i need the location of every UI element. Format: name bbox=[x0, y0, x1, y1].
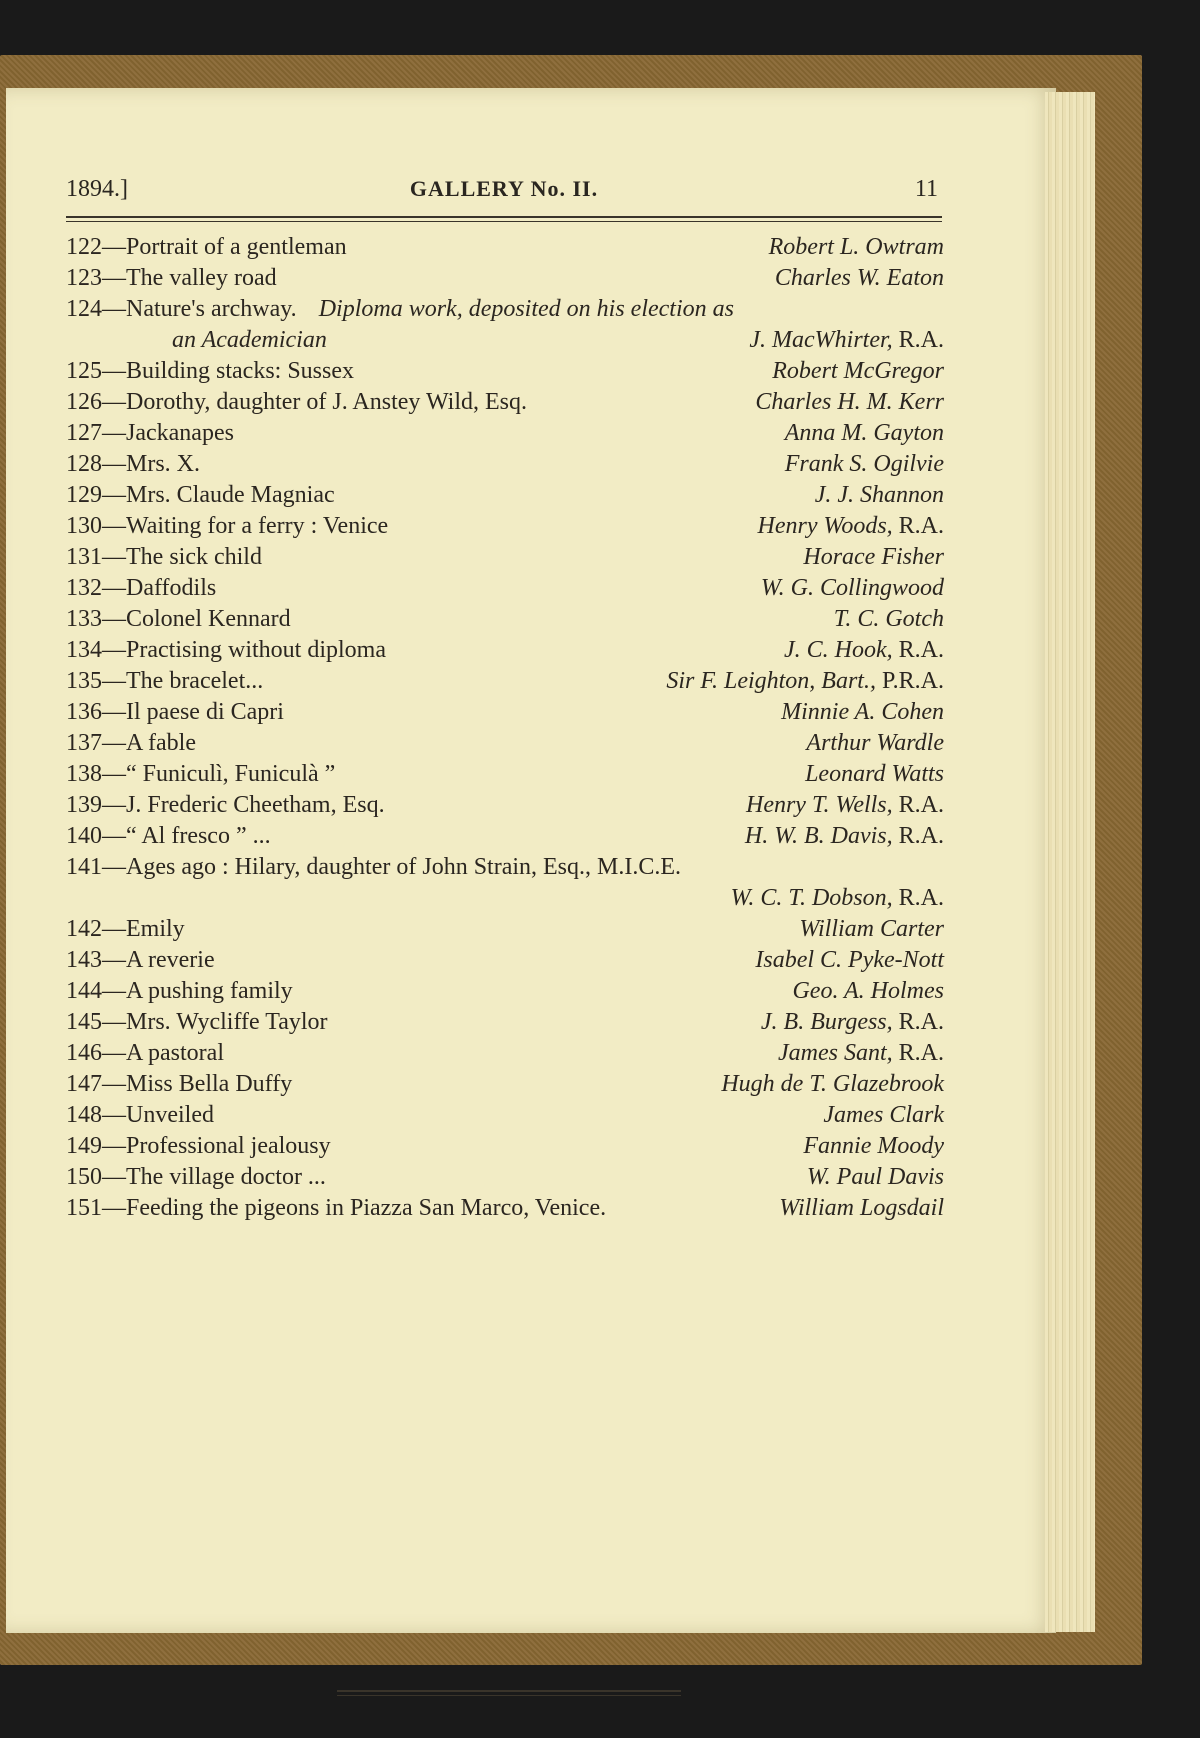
entry-title bbox=[66, 976, 293, 1007]
entry-number: 138 bbox=[66, 761, 102, 787]
entry-artist bbox=[761, 1007, 944, 1038]
entry-title-text: —Portrait of a gentleman bbox=[102, 234, 347, 260]
entry-title bbox=[66, 1131, 331, 1162]
entry-title bbox=[66, 1007, 328, 1038]
entry-number: 132 bbox=[66, 575, 102, 601]
entry-title bbox=[66, 511, 388, 542]
entry-title-text: —The sick child bbox=[102, 544, 262, 570]
entry-number: 145 bbox=[66, 1009, 102, 1035]
entry-title bbox=[66, 697, 284, 728]
entry-number: 137 bbox=[66, 730, 102, 756]
artist-name: Arthur Wardle bbox=[806, 730, 944, 756]
entry-number: 133 bbox=[66, 606, 102, 632]
entry-number: 125 bbox=[66, 358, 102, 384]
entry-artist bbox=[731, 883, 944, 914]
entry-title-text: —Unveiled bbox=[102, 1102, 214, 1128]
catalogue-entry bbox=[66, 294, 944, 325]
entry-note: Diploma work, deposited on his election as bbox=[318, 296, 734, 322]
entry-title bbox=[66, 635, 386, 666]
catalogue-entry bbox=[66, 821, 944, 852]
entry-title-text: —Daffodils bbox=[102, 575, 217, 601]
artist-name: William Logsdail bbox=[779, 1195, 944, 1221]
entry-artist bbox=[749, 325, 944, 356]
entry-artist bbox=[806, 728, 944, 759]
catalogue-entry bbox=[66, 480, 944, 511]
catalogue-entry bbox=[66, 573, 944, 604]
entry-number: 123 bbox=[66, 265, 102, 291]
header-title: GALLERY No. II. bbox=[409, 176, 599, 201]
artist-name: Frank S. Ogilvie bbox=[784, 451, 944, 477]
entry-number: 146 bbox=[66, 1040, 102, 1066]
entry-title-text: —Il paese di Capri bbox=[102, 699, 284, 725]
entry-number: 151 bbox=[66, 1195, 102, 1221]
entry-title bbox=[66, 294, 734, 325]
entry-title-text: —The village doctor ... bbox=[102, 1164, 326, 1190]
catalogue-entry bbox=[66, 418, 944, 449]
entry-title bbox=[66, 263, 277, 294]
entry-number: 144 bbox=[66, 978, 102, 1004]
entry-title-text: —J. Frederic Cheetham, Esq. bbox=[102, 792, 385, 818]
entry-artist bbox=[755, 945, 944, 976]
entry-artist bbox=[761, 573, 944, 604]
entry-artist bbox=[792, 976, 944, 1007]
entry-title bbox=[66, 418, 234, 449]
artist-name: James Clark bbox=[823, 1102, 944, 1128]
entry-artist bbox=[803, 542, 944, 573]
entry-artist bbox=[772, 356, 944, 387]
entry-title-text: —Miss Bella Duffy bbox=[102, 1071, 293, 1097]
catalogue-entry bbox=[66, 914, 944, 945]
entry-title-text: —A pushing family bbox=[102, 978, 293, 1004]
entry-artist bbox=[799, 914, 944, 945]
catalogue-entry bbox=[66, 759, 944, 790]
entry-title bbox=[66, 232, 347, 263]
entry-title-text: —Mrs. Wycliffe Taylor bbox=[102, 1009, 328, 1035]
artist-name: H. W. B. Davis, bbox=[744, 823, 893, 849]
entry-artist bbox=[805, 759, 944, 790]
entry-number: 141 bbox=[66, 854, 102, 880]
entry-title bbox=[66, 542, 262, 573]
catalogue-entry bbox=[66, 1193, 944, 1224]
catalogue-entry bbox=[66, 945, 944, 976]
entry-number: 122 bbox=[66, 234, 102, 260]
artist-honours: R.A. bbox=[892, 1040, 944, 1066]
entry-title-text: —A reverie bbox=[102, 947, 215, 973]
entry-title bbox=[66, 759, 335, 790]
artist-honours: R.A. bbox=[892, 823, 944, 849]
entry-number: 130 bbox=[66, 513, 102, 539]
artist-name: W. C. T. Dobson, bbox=[730, 885, 893, 911]
entry-number: 124 bbox=[66, 296, 102, 322]
entry-title-text: —A fable bbox=[102, 730, 196, 756]
entry-artist bbox=[807, 1162, 944, 1193]
entry-title-text: —Jackanapes bbox=[102, 420, 234, 446]
catalogue-entry bbox=[66, 883, 944, 914]
artist-name: Robert L. Owtram bbox=[768, 234, 944, 260]
entry-title bbox=[66, 666, 263, 697]
artist-name: Minnie A. Cohen bbox=[781, 699, 944, 725]
entry-artist bbox=[758, 511, 944, 542]
artist-honours: R.A. bbox=[892, 513, 944, 539]
entry-title-text: —Mrs. Claude Magniac bbox=[102, 482, 335, 508]
entry-continuation: an Academician bbox=[172, 327, 327, 353]
entry-number: 135 bbox=[66, 668, 102, 694]
entry-title bbox=[66, 573, 216, 604]
entry-title-text: —“ Al fresco ” ... bbox=[102, 823, 271, 849]
entry-artist bbox=[815, 480, 944, 511]
entry-artist bbox=[721, 1069, 944, 1100]
catalogue-entry bbox=[66, 325, 944, 356]
entry-number: 140 bbox=[66, 823, 102, 849]
header-page-number: 11 bbox=[914, 176, 938, 202]
catalogue-entry bbox=[66, 449, 944, 480]
entry-title-text: —Dorothy, daughter of J. Anstey Wild, Esq. bbox=[102, 389, 527, 415]
artist-honours: R.A. bbox=[892, 792, 944, 818]
entry-artist bbox=[745, 821, 944, 852]
catalogue-entry bbox=[66, 1131, 944, 1162]
catalogue-entry bbox=[66, 697, 944, 728]
entry-title bbox=[66, 790, 385, 821]
artist-name: James Sant, bbox=[778, 1040, 893, 1066]
entry-title bbox=[66, 480, 335, 511]
catalogue-entry bbox=[66, 976, 944, 1007]
entry-artist bbox=[785, 449, 944, 480]
entry-title-text: —Feeding the pigeons in Piazza San Marco, Venice. bbox=[102, 1195, 607, 1221]
entry-artist bbox=[781, 697, 944, 728]
entry-title bbox=[66, 852, 681, 883]
entry-title-text: —Mrs. X. bbox=[102, 451, 201, 477]
artist-name: Isabel C. Pyke-Nott bbox=[755, 947, 944, 973]
end-rule-thin bbox=[337, 1695, 681, 1696]
catalogue-entry bbox=[66, 604, 944, 635]
artist-name: Fannie Moody bbox=[803, 1133, 944, 1159]
artist-honours: R.A. bbox=[892, 885, 944, 911]
entry-title bbox=[66, 449, 200, 480]
catalogue-entry bbox=[66, 790, 944, 821]
artist-name: J. MacWhirter, bbox=[749, 327, 893, 353]
entry-number: 150 bbox=[66, 1164, 102, 1190]
catalogue-entry bbox=[66, 1038, 944, 1069]
entry-artist bbox=[834, 604, 944, 635]
artist-name: Geo. A. Holmes bbox=[792, 978, 944, 1004]
entry-artist bbox=[769, 232, 944, 263]
artist-name: Henry Woods, bbox=[757, 513, 893, 539]
entry-title bbox=[66, 1100, 214, 1131]
entry-title bbox=[66, 914, 185, 945]
entry-number: 149 bbox=[66, 1133, 102, 1159]
catalogue-entry bbox=[66, 356, 944, 387]
artist-honours: R.A. bbox=[892, 1009, 944, 1035]
entry-artist bbox=[823, 1100, 944, 1131]
artist-name: Hugh de T. Glazebrook bbox=[721, 1071, 944, 1097]
entry-number: 148 bbox=[66, 1102, 102, 1128]
artist-name: Anna M. Gayton bbox=[784, 420, 944, 446]
entry-artist bbox=[775, 263, 944, 294]
entry-number: 129 bbox=[66, 482, 102, 508]
artist-name: T. C. Gotch bbox=[833, 606, 944, 632]
entry-number: 128 bbox=[66, 451, 102, 477]
entry-title-text: —Professional jealousy bbox=[102, 1133, 331, 1159]
entry-number: 131 bbox=[66, 544, 102, 570]
entry-title-text: —Ages ago : Hilary, daughter of John Strain, Esq., M.I.C.E. bbox=[102, 854, 682, 880]
entry-title bbox=[66, 728, 196, 759]
header-rule-thin bbox=[66, 221, 942, 222]
entry-title-text: —The bracelet... bbox=[102, 668, 264, 694]
artist-name: Sir F. Leighton, Bart., bbox=[666, 668, 876, 694]
entry-title bbox=[66, 945, 215, 976]
entry-title bbox=[66, 1193, 606, 1224]
catalogue-entry bbox=[66, 666, 944, 697]
header-year: 1894.] bbox=[66, 176, 128, 202]
artist-name: Henry T. Wells, bbox=[745, 792, 893, 818]
entry-number: 126 bbox=[66, 389, 102, 415]
entry-title-text: —Colonel Kennard bbox=[102, 606, 291, 632]
artist-honours: R.A. bbox=[892, 327, 944, 353]
catalogue-entry bbox=[66, 852, 944, 883]
artist-name: Charles H. M. Kerr bbox=[755, 389, 944, 415]
catalogue-entry bbox=[66, 263, 944, 294]
entry-artist bbox=[778, 1038, 944, 1069]
catalogue-entry bbox=[66, 1100, 944, 1131]
catalogue-entry bbox=[66, 1162, 944, 1193]
artist-name: J. C. Hook, bbox=[784, 637, 893, 663]
entry-title bbox=[66, 1038, 224, 1069]
artist-name: J. J. Shannon bbox=[814, 482, 944, 508]
entry-title bbox=[66, 821, 271, 852]
entry-title-text: —Waiting for a ferry : Venice bbox=[102, 513, 389, 539]
entry-title-text: —Practising without diploma bbox=[102, 637, 386, 663]
entry-title bbox=[66, 1069, 292, 1100]
catalogue-entries bbox=[66, 232, 944, 1224]
entry-artist bbox=[803, 1131, 944, 1162]
entry-artist bbox=[746, 790, 944, 821]
entry-title-text: —The valley road bbox=[102, 265, 277, 291]
page-header bbox=[66, 176, 942, 210]
entry-title bbox=[66, 356, 354, 387]
entry-artist bbox=[784, 635, 944, 666]
page-edges bbox=[1045, 92, 1095, 1632]
entry-number: 147 bbox=[66, 1071, 102, 1097]
catalogue-entry bbox=[66, 728, 944, 759]
entry-title bbox=[66, 604, 291, 635]
entry-number: 127 bbox=[66, 420, 102, 446]
entry-number: 142 bbox=[66, 916, 102, 942]
header-rule-thick bbox=[66, 216, 942, 218]
artist-name: William Carter bbox=[799, 916, 944, 942]
entry-number: 143 bbox=[66, 947, 102, 973]
artist-name: Robert McGregor bbox=[772, 358, 944, 384]
catalogue-entry bbox=[66, 635, 944, 666]
artist-honours: P.R.A. bbox=[875, 668, 944, 694]
catalogue-entry bbox=[66, 542, 944, 573]
catalogue-entry bbox=[66, 232, 944, 263]
artist-name: W. G. Collingwood bbox=[760, 575, 944, 601]
catalogue-entry bbox=[66, 387, 944, 418]
entry-number: 134 bbox=[66, 637, 102, 663]
entry-title bbox=[66, 387, 527, 418]
artist-name: Leonard Watts bbox=[805, 761, 944, 787]
catalogue-entry bbox=[66, 1007, 944, 1038]
artist-name: W. Paul Davis bbox=[806, 1164, 944, 1190]
entry-artist bbox=[666, 666, 944, 697]
entry-number: 136 bbox=[66, 699, 102, 725]
end-rule-thick bbox=[337, 1690, 681, 1692]
entry-title bbox=[66, 1162, 326, 1193]
artist-name: Charles W. Eaton bbox=[774, 265, 944, 291]
catalogue-entry bbox=[66, 1069, 944, 1100]
entry-title-text: —A pastoral bbox=[102, 1040, 224, 1066]
entry-artist bbox=[779, 1193, 944, 1224]
entry-number: 139 bbox=[66, 792, 102, 818]
artist-name: Horace Fisher bbox=[803, 544, 944, 570]
entry-artist bbox=[755, 387, 944, 418]
entry-title-text: —Building stacks: Sussex bbox=[102, 358, 355, 384]
entry-title-text: —Nature's archway. bbox=[102, 296, 297, 322]
catalogue-entry bbox=[66, 511, 944, 542]
entry-title-text: —Emily bbox=[102, 916, 185, 942]
artist-name: J. B. Burgess, bbox=[760, 1009, 893, 1035]
entry-title-text: —“ Funiculì, Funiculà ” bbox=[102, 761, 336, 787]
artist-honours: R.A. bbox=[892, 637, 944, 663]
entry-artist bbox=[785, 418, 944, 449]
